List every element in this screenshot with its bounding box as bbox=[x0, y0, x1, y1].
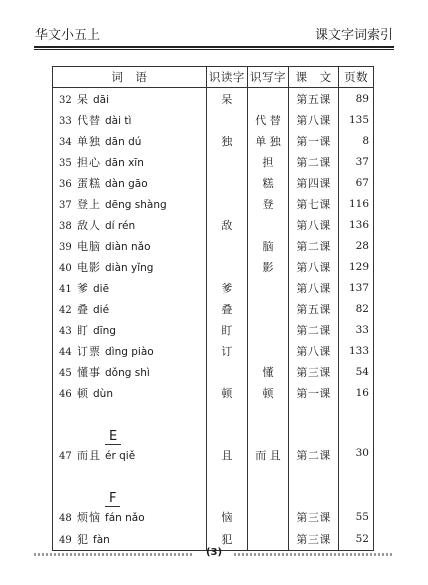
entry-number: 45 bbox=[59, 367, 72, 379]
write-char bbox=[247, 298, 288, 319]
write-char bbox=[247, 277, 288, 298]
entry-word: 而且 bbox=[77, 449, 101, 462]
lesson: 第一课 bbox=[289, 382, 339, 403]
write-char: 代 替 bbox=[247, 109, 288, 130]
read-char: 订 bbox=[206, 340, 247, 361]
page-number: 129 bbox=[339, 256, 374, 277]
entry-number: 44 bbox=[59, 346, 72, 358]
write-char bbox=[247, 214, 288, 235]
col-header-word: 词 语 bbox=[53, 67, 207, 88]
entry-number: 49 bbox=[59, 535, 72, 546]
table-row bbox=[53, 214, 374, 235]
write-char: 担 bbox=[247, 151, 288, 172]
read-char bbox=[206, 193, 247, 214]
entry-pinyin: dīng bbox=[93, 324, 116, 337]
entry-word: 盯 bbox=[77, 323, 89, 337]
read-char: 爹 bbox=[206, 277, 247, 298]
section-letter-f: F bbox=[105, 492, 120, 507]
read-char: 犯 bbox=[206, 528, 247, 551]
page-number: 37 bbox=[339, 151, 374, 172]
lesson: 第八课 bbox=[289, 340, 339, 361]
col-header-read: 识读字 bbox=[206, 67, 247, 88]
entry-number: 38 bbox=[59, 220, 72, 232]
lesson: 第三课 bbox=[289, 528, 339, 551]
col-header-page: 页数 bbox=[339, 67, 374, 88]
vocabulary-index-table bbox=[52, 66, 374, 551]
table-row bbox=[53, 130, 374, 151]
write-char: 登 bbox=[247, 193, 288, 214]
entry-pinyin: dié bbox=[93, 303, 110, 316]
entry-word: 蛋糕 bbox=[77, 176, 101, 190]
lesson: 第五课 bbox=[289, 88, 339, 110]
entry-word: 爹 bbox=[77, 281, 89, 295]
read-char: 呆 bbox=[206, 88, 247, 110]
read-char bbox=[206, 235, 247, 256]
page-number: 133 bbox=[339, 340, 374, 361]
footer-dotted-rule bbox=[234, 553, 394, 556]
page-number: 33 bbox=[339, 319, 374, 340]
read-char: 恼 bbox=[206, 505, 247, 528]
entry-word: 懂事 bbox=[77, 365, 101, 379]
entry-number: 39 bbox=[59, 241, 72, 253]
entry-pinyin: dí rén bbox=[105, 219, 136, 232]
entry-word: 敌人 bbox=[77, 218, 101, 232]
entry-pinyin: dìng piào bbox=[105, 345, 154, 358]
page-number: 52 bbox=[339, 528, 374, 551]
entry-word: 担心 bbox=[77, 155, 101, 169]
lesson: 第七课 bbox=[289, 193, 339, 214]
write-char bbox=[247, 505, 288, 528]
entry-word: 电脑 bbox=[77, 239, 101, 253]
page-number: 136 bbox=[339, 214, 374, 235]
book-title: 华文小五上 bbox=[35, 28, 101, 43]
table-row bbox=[53, 88, 374, 110]
entry-number: 43 bbox=[59, 325, 72, 337]
footer-dotted-rule bbox=[34, 553, 194, 556]
write-char: 懂 bbox=[247, 361, 288, 382]
index-title: 课文字词索引 bbox=[314, 28, 393, 43]
entry-word: 烦恼 bbox=[77, 510, 101, 524]
page-number: 28 bbox=[339, 235, 374, 256]
entry-word: 电影 bbox=[77, 260, 101, 274]
page-number: 137 bbox=[339, 277, 374, 298]
table-row bbox=[53, 193, 374, 214]
write-char: 糕 bbox=[247, 172, 288, 193]
entry-number: 42 bbox=[59, 304, 72, 316]
lesson: 第二课 bbox=[289, 443, 339, 477]
page-number: 89 bbox=[339, 88, 374, 110]
entry-pinyin: dùn bbox=[93, 387, 113, 400]
page-number: 16 bbox=[339, 382, 374, 403]
table-row bbox=[53, 172, 374, 193]
lesson: 第三课 bbox=[289, 505, 339, 528]
entry-pinyin: dāi bbox=[93, 93, 110, 106]
lesson: 第八课 bbox=[289, 277, 339, 298]
entry-number: 41 bbox=[59, 283, 72, 295]
read-char: 顿 bbox=[206, 382, 247, 403]
read-char: 独 bbox=[206, 130, 247, 151]
entry-pinyin: diē bbox=[93, 282, 110, 295]
lesson: 第二课 bbox=[289, 319, 339, 340]
page-number: 8 bbox=[339, 130, 374, 151]
header-rule bbox=[34, 46, 394, 48]
col-header-write: 识写字 bbox=[247, 67, 288, 88]
table-row bbox=[53, 361, 374, 382]
entry-pinyin: dēng shàng bbox=[105, 198, 167, 211]
write-char: 影 bbox=[247, 256, 288, 277]
page-number-label: (3) bbox=[205, 547, 223, 558]
section-letter-e: E bbox=[105, 430, 121, 445]
read-char bbox=[206, 256, 247, 277]
lesson: 第二课 bbox=[289, 235, 339, 256]
page-footer bbox=[34, 547, 394, 561]
entry-pinyin: dǒng shì bbox=[105, 366, 150, 379]
page-number: 67 bbox=[339, 172, 374, 193]
table-row bbox=[53, 298, 374, 319]
write-char: 脑 bbox=[247, 235, 288, 256]
lesson: 第八课 bbox=[289, 256, 339, 277]
entry-word: 叠 bbox=[77, 302, 89, 316]
col-header-lesson: 课 文 bbox=[289, 67, 339, 88]
entry-number: 32 bbox=[59, 94, 72, 106]
page-number: 135 bbox=[339, 109, 374, 130]
entry-pinyin: fàn bbox=[93, 534, 110, 546]
read-char: 且 bbox=[206, 443, 247, 477]
entry-number: 40 bbox=[59, 262, 72, 274]
table-row bbox=[53, 382, 374, 403]
read-char bbox=[206, 151, 247, 172]
entry-pinyin: fán nǎo bbox=[105, 511, 145, 524]
header-rule-thin bbox=[34, 49, 394, 50]
entry-number: 34 bbox=[59, 136, 72, 148]
entry-word: 顿 bbox=[77, 386, 89, 400]
entry-pinyin: ér qiě bbox=[105, 450, 136, 462]
table-header-row bbox=[53, 67, 374, 88]
table-row bbox=[53, 235, 374, 256]
read-char: 盯 bbox=[206, 319, 247, 340]
entry-word: 犯 bbox=[77, 533, 89, 546]
entry-number: 37 bbox=[59, 199, 72, 211]
section-row-f bbox=[53, 477, 374, 505]
entry-number: 36 bbox=[59, 178, 72, 190]
entry-word: 代替 bbox=[77, 113, 101, 127]
lesson: 第五课 bbox=[289, 298, 339, 319]
table-row bbox=[53, 319, 374, 340]
lesson: 第八课 bbox=[289, 109, 339, 130]
lesson: 第八课 bbox=[289, 214, 339, 235]
read-char: 叠 bbox=[206, 298, 247, 319]
entry-word: 登上 bbox=[77, 197, 101, 211]
entry-pinyin: dān dú bbox=[105, 135, 142, 148]
table-row bbox=[53, 340, 374, 361]
entry-pinyin: dān xīn bbox=[105, 156, 144, 169]
entry-word: 呆 bbox=[77, 92, 89, 106]
lesson: 第四课 bbox=[289, 172, 339, 193]
write-char: 单 独 bbox=[247, 130, 288, 151]
write-char: 而 且 bbox=[247, 443, 288, 477]
section-row-e bbox=[53, 403, 374, 443]
entry-number: 46 bbox=[59, 388, 72, 400]
table-row bbox=[53, 277, 374, 298]
table-row bbox=[53, 505, 374, 528]
read-char bbox=[206, 109, 247, 130]
read-char bbox=[206, 361, 247, 382]
entry-number: 35 bbox=[59, 157, 72, 169]
table-row bbox=[53, 151, 374, 172]
table-row bbox=[53, 443, 374, 477]
table-row bbox=[53, 109, 374, 130]
page-number: 55 bbox=[339, 505, 374, 528]
lesson: 第三课 bbox=[289, 361, 339, 382]
lesson: 第二课 bbox=[289, 151, 339, 172]
entry-number: 33 bbox=[59, 115, 72, 127]
entry-word: 单独 bbox=[77, 134, 101, 148]
read-char: 敌 bbox=[206, 214, 247, 235]
page-number: 82 bbox=[339, 298, 374, 319]
page-number: 30 bbox=[339, 443, 374, 477]
page-number: 54 bbox=[339, 361, 374, 382]
entry-pinyin: dài tì bbox=[105, 114, 132, 127]
write-char bbox=[247, 88, 288, 110]
table-row bbox=[53, 256, 374, 277]
write-char bbox=[247, 340, 288, 361]
lesson: 第一课 bbox=[289, 130, 339, 151]
page-number: 116 bbox=[339, 193, 374, 214]
write-char: 顿 bbox=[247, 382, 288, 403]
entry-number: 47 bbox=[59, 451, 72, 462]
read-char bbox=[206, 172, 247, 193]
entry-pinyin: dàn gāo bbox=[105, 177, 148, 190]
entry-word: 订票 bbox=[77, 344, 101, 358]
entry-number: 48 bbox=[59, 512, 72, 524]
write-char bbox=[247, 319, 288, 340]
entry-pinyin: diàn nǎo bbox=[105, 240, 151, 253]
entry-pinyin: diàn yǐng bbox=[105, 261, 154, 274]
